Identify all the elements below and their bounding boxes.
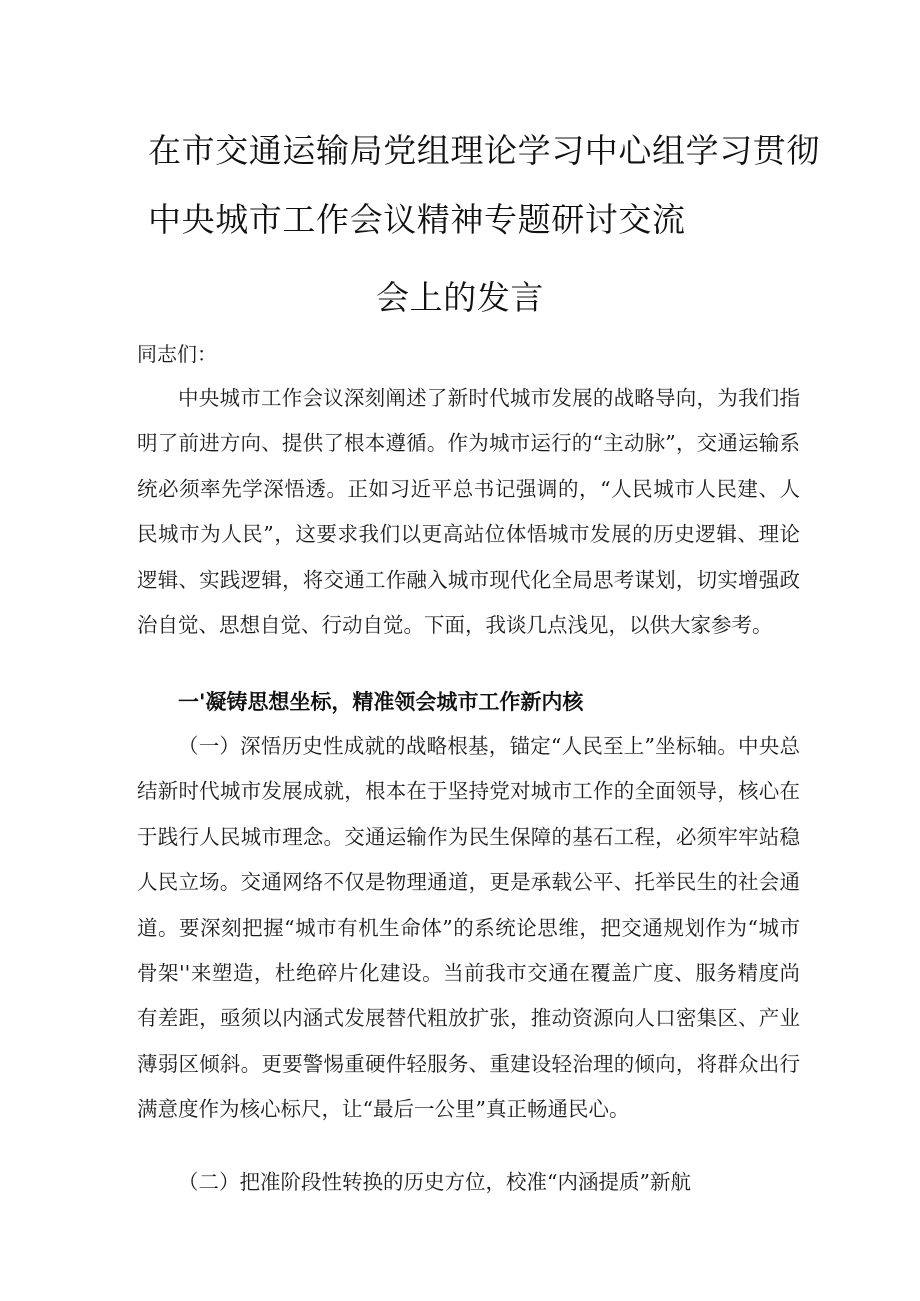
document-title-line-1: 在市交通运输局党组理论学习中心组学习贯彻	[148, 131, 820, 170]
document-title-line-2: 中央城市工作会议精神专题研讨交流	[148, 200, 686, 239]
intro-paragraph: 中央城市工作会议深刻阐述了新时代城市发展的战略导向，为我们指明了前进方向、提供了根本遵循。作为城市运行的“主动脉”，交通运输系统必须率先学深悟透。正如习近平总书记强调的，“人民城市人民建、人民城市为人民”，这要求我们以更高站位体悟城市发展的历史逻辑、理论逻辑、实践逻辑，将交通工作融入城市现代化全局思考谋划，切实增强政治自觉、思想自觉、行动自觉。下面，我谈几点浅见，以供大家参考。	[137, 386, 800, 638]
section-1-heading: 一'凝铸思想坐标，精准领会城市工作新内核	[178, 690, 584, 714]
subsection-1-paragraph: （一）深悟历史性成就的战略根基，锚定“人民至上”坐标轴。中央总结新时代城市发展成就，根本在于坚持党对城市工作的全面领导，核心在于践行人民城市理念。交通运输作为民生保障的基石工程，必须牢牢站稳人民立场。交通网络不仅是物理通道，更是承载公平、托举民生的社会通道。要深刻把握“城市有机生命体”的系统论思维，把交通规划作为“城市骨架''来塑造，杜绝碎片化建设。当前我市交通在覆盖广度、服务精度尚有差距，亟须以内涵式发展替代粗放扩张，推动资源向人口密集区、产业薄弱区倾斜。更要警惕重硬件轻服务、重建设轻治理的倾向，将群众出行满意度作为核心标尺，让“最后一公里”真正畅通民心。	[137, 734, 800, 1122]
subsection-2-paragraph: （二）把准阶段性转换的历史方位，校准“内涵提质”新航	[178, 1170, 691, 1194]
document-title-line-3: 会上的发言	[376, 278, 544, 317]
salutation: 同志们：	[137, 342, 217, 366]
